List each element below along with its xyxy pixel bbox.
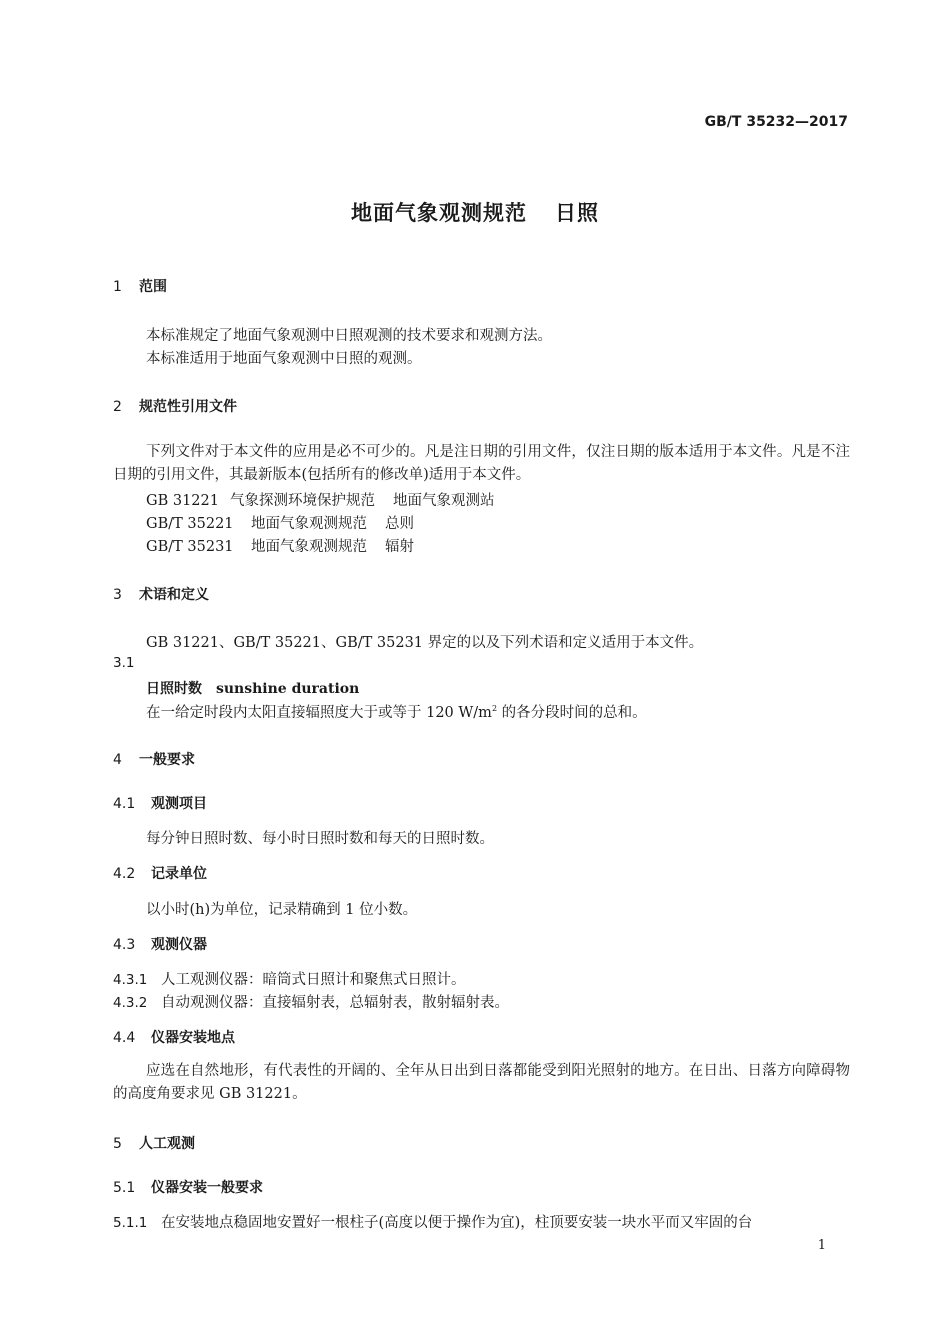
section-number: 4.3 [113,937,136,953]
title-sub: 日照 [555,201,599,225]
section-1-paragraph-1: 本标准规定了地面气象观测中日照观测的技术要求和观测方法。 [146,328,552,344]
section-title: 规范性引用文件 [139,399,237,415]
section-number: 5 [113,1136,122,1152]
item-text: 在安装地点稳固地安置好一根柱子(高度以便于操作为宜)，柱顶要安装一块水平而又牢固的台 [161,1215,753,1231]
section-title: 记录单位 [151,866,207,882]
section-number: 4.2 [113,866,136,882]
title-main: 地面气象观测规范 [351,201,527,225]
section-4-3-1 [113,968,466,989]
section-title: 范围 [139,279,167,295]
section-title: 人工观测 [139,1136,195,1152]
term-chinese: 日照时数 [146,681,202,697]
section-title: 仪器安装一般要求 [151,1180,263,1196]
section-number: 4.1 [113,796,136,812]
document-title [0,197,950,227]
section-2-heading [113,396,237,416]
term-heading [146,678,359,698]
section-title: 观测仪器 [151,937,207,953]
reference-title: 地面气象观测规范 [251,539,367,555]
reference-part: 总则 [385,516,414,532]
section-1-paragraph-2: 本标准适用于地面气象观测中日照的观测。 [146,351,422,367]
reference-2 [146,512,414,533]
term-number: 3.1 [113,655,135,671]
section-number: 1 [113,279,122,295]
item-number: 4.3.1 [113,972,148,988]
reference-part: 地面气象观测站 [393,493,495,509]
section-number: 4 [113,752,122,768]
section-number: 5.1 [113,1180,136,1196]
item-text: 人工观测仪器：暗筒式日照计和聚焦式日照计。 [161,972,466,988]
item-text: 自动观测仪器：直接辐射表，总辐射表，散射辐射表。 [161,995,509,1011]
reference-code: GB/T 35221 [146,516,234,532]
section-title: 仪器安装地点 [151,1030,235,1046]
reference-title: 地面气象观测规范 [251,516,367,532]
reference-1 [146,489,495,510]
section-4-heading [113,749,195,769]
section-4-1-heading [113,793,207,813]
section-3-heading [113,584,209,604]
section-4-2-heading [113,863,207,883]
section-5-1-heading [113,1177,263,1197]
section-4-3-2 [113,991,509,1012]
reference-title: 气象探测环境保护规范 [230,493,375,509]
section-4-3-heading [113,934,207,954]
section-1-heading [113,276,167,296]
reference-code: GB 31221 [146,493,219,509]
definition-text: 在一给定时段内太阳直接辐照度大于或等于 120 W/m [146,705,492,721]
section-3-intro: GB 31221、GB/T 35221、GB/T 35231 界定的以及下列术语和定义适用于本文件。 [146,635,704,651]
reference-part: 辐射 [385,539,414,555]
page-number: 1 [817,1238,826,1253]
section-4-1-text: 每分钟日照时数、每小时日照时数和每天的日照时数。 [146,831,494,847]
section-title: 观测项目 [151,796,207,812]
item-number: 4.3.2 [113,995,148,1011]
item-number: 5.1.1 [113,1215,148,1231]
section-5-1-1 [113,1211,752,1232]
section-4-2-text: 以小时(h)为单位，记录精确到 1 位小数。 [146,902,418,918]
section-4-4-heading [113,1027,235,1047]
section-title: 术语和定义 [139,587,209,603]
section-2-intro: 下列文件对于本文件的应用是必不可少的。凡是注日期的引用文件，仅注日期的版本适用于本文件。凡是不注日期的引用文件，其最新版本(包括所有的修改单)适用于本文件。 [113,444,850,483]
term-definition [146,701,647,722]
term-english: sunshine duration [216,681,360,697]
section-number: 3 [113,587,122,603]
superscript: 2 [491,704,498,713]
standard-number: GB/T 35232—2017 [704,114,848,130]
reference-code: GB/T 35231 [146,539,234,555]
section-number: 4.4 [113,1030,136,1046]
definition-text-end: 的各分段时间的总和。 [497,705,647,721]
reference-3 [146,535,414,556]
section-title: 一般要求 [139,752,195,768]
section-number: 2 [113,399,122,415]
section-4-4-text: 应选在自然地形，有代表性的开阔的、全年从日出到日落都能受到阳光照射的地方。在日出、日落方向障碍物的高度角要求见 GB 31221。 [113,1063,850,1102]
section-5-heading [113,1133,195,1153]
